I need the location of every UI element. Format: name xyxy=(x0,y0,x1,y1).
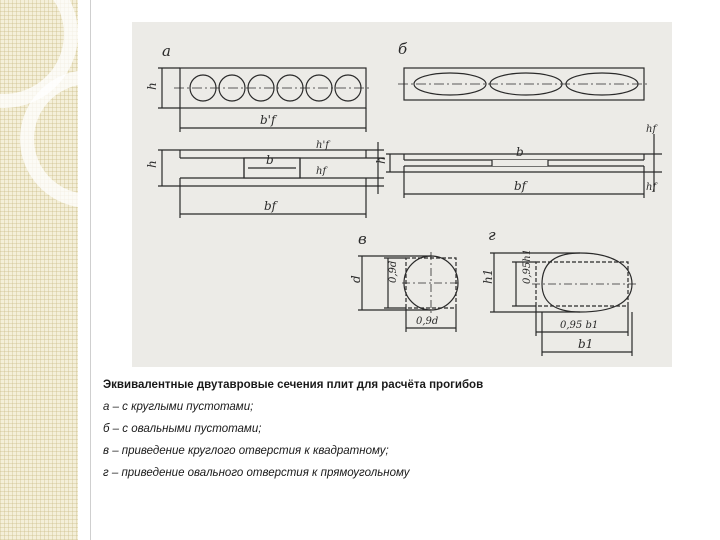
panel-a-label: а xyxy=(162,42,171,60)
dim-h-f-ib-bottom: hf xyxy=(646,182,657,193)
figure-caption xyxy=(103,374,703,484)
dim-b-ia: b xyxy=(266,153,274,167)
dim-0-95h1: 0,95h1 xyxy=(522,248,533,284)
dim-b-f-ia: bf xyxy=(264,199,277,213)
caption-item-g: г – приведение овального отверстия к прямоугольному xyxy=(103,467,410,479)
dim-b1: b1 xyxy=(578,337,594,351)
caption-title: Эквивалентные двутавровые сечения плит для расчёта прогибов xyxy=(103,379,484,391)
dim-h1: h1 xyxy=(481,268,495,284)
panel-b-label: б xyxy=(398,40,408,58)
dim-h-f-ia: hf xyxy=(316,166,327,177)
dim-h-f-ib-top: hf xyxy=(646,124,657,135)
caption-item-a: а – с круглыми пустотами; xyxy=(103,401,254,413)
dim-b-f-ib: bf xyxy=(514,179,527,193)
dim-h-ib: h xyxy=(374,156,388,164)
caption-item-b: б – с овальными пустотами; xyxy=(103,423,262,435)
dim-h-ia: h xyxy=(145,160,159,168)
dim-0-95b1: 0,95 b1 xyxy=(560,320,599,331)
dim-0-9d-horizontal: 0,9d xyxy=(416,316,439,327)
dim-0-9d-vertical: 0,9d xyxy=(388,260,399,283)
dim-h-prime-f: h'f xyxy=(316,140,329,151)
dim-b-prime-f: b'f xyxy=(260,113,276,127)
dim-b-ib: b xyxy=(516,145,524,159)
dim-h-a: h xyxy=(145,82,159,90)
dim-d: d xyxy=(349,275,363,283)
engineering-figure xyxy=(132,22,672,367)
decorative-side-strip xyxy=(0,0,78,540)
panel-v-label: в xyxy=(358,230,367,248)
section-drawings xyxy=(132,22,672,367)
caption-item-v: в – приведение круглого отверстия к квадратному; xyxy=(103,445,389,457)
vertical-divider xyxy=(90,0,91,540)
panel-g-label: г xyxy=(488,226,496,244)
